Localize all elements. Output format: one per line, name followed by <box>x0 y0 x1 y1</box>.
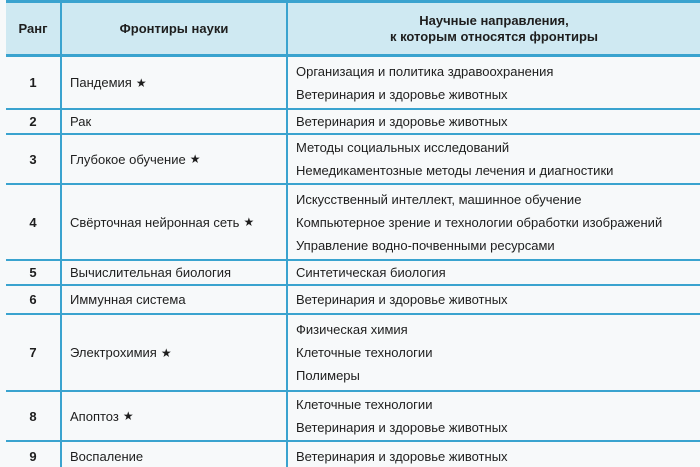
directions-cell <box>288 135 700 183</box>
directions-cell <box>288 286 700 313</box>
header-directions <box>288 3 700 54</box>
directions-cell <box>288 392 700 440</box>
table-row <box>6 315 700 392</box>
rank-cell: 8 <box>29 408 37 424</box>
table-row <box>6 442 700 467</box>
direction-item: Немедикаментозные методы лечения и диагностики <box>296 163 614 178</box>
direction-item: Синтетическая биология <box>296 265 446 280</box>
frontier-name: Рак <box>70 114 92 129</box>
header-directions-line1: Научные направления, <box>419 12 569 28</box>
header-frontier: Фронтиры науки <box>119 20 229 36</box>
direction-item: Компьютерное зрение и технологии обработки изображений <box>296 214 663 230</box>
direction-item: Клеточные технологии <box>296 397 433 412</box>
star-icon: ★ <box>243 215 255 229</box>
direction-item: Клеточные технологии <box>296 345 433 360</box>
rank-cell: 7 <box>29 345 37 360</box>
directions-cell <box>288 315 700 390</box>
table-row <box>6 135 700 185</box>
table-row <box>6 261 700 286</box>
frontier-cell <box>62 261 286 284</box>
directions-cell <box>288 442 700 467</box>
table-row <box>6 392 700 442</box>
frontier-cell <box>62 110 286 133</box>
direction-item: Ветеринария и здоровье животных <box>296 448 508 464</box>
star-icon: ★ <box>122 409 134 423</box>
column-divider-1 <box>60 0 62 467</box>
rank-cell: 1 <box>29 75 37 90</box>
directions-cell <box>288 185 700 259</box>
frontier-name: Электрохимия <box>70 345 157 360</box>
star-icon: ★ <box>160 345 172 360</box>
column-divider-2 <box>286 0 288 467</box>
table-row <box>6 57 700 110</box>
direction-item: Методы социальных исследований <box>296 140 510 155</box>
direction-item: Ветеринария и здоровье животных <box>296 420 508 435</box>
header-rank: Ранг <box>18 20 48 36</box>
table-row <box>6 286 700 315</box>
rank-cell: 4 <box>29 214 37 230</box>
table-header <box>6 0 700 57</box>
direction-item: Полимеры <box>296 368 360 383</box>
header-directions-line2: к которым относятся фронтиры <box>389 28 599 44</box>
frontier-name: Пандемия <box>70 75 132 90</box>
frontier-cell <box>62 135 286 183</box>
rank-cell: 6 <box>29 292 37 307</box>
directions-cell <box>288 110 700 133</box>
frontier-cell <box>62 57 286 108</box>
direction-item: Физическая химия <box>296 322 408 337</box>
frontier-cell <box>62 286 286 313</box>
direction-item: Организация и политика здравоохранения <box>296 63 554 79</box>
table-row <box>6 110 700 135</box>
rank-cell: 2 <box>29 114 37 129</box>
directions-cell <box>288 57 700 108</box>
frontier-cell <box>62 392 286 440</box>
star-icon: ★ <box>135 75 147 90</box>
frontier-name: Апоптоз <box>70 408 119 424</box>
frontier-cell <box>62 315 286 390</box>
frontier-cell <box>62 185 286 259</box>
table-row <box>6 185 700 261</box>
frontier-cell <box>62 442 286 467</box>
frontier-name: Иммунная система <box>70 292 186 307</box>
frontier-name: Воспаление <box>70 448 144 464</box>
star-icon: ★ <box>189 152 201 166</box>
rank-cell: 3 <box>29 151 37 167</box>
direction-item: Ветеринария и здоровье животных <box>296 86 508 102</box>
rank-cell: 5 <box>29 265 37 280</box>
direction-item: Ветеринария и здоровье животных <box>296 114 508 129</box>
direction-item: Управление водно-почвенными ресурсами <box>296 237 555 253</box>
direction-item: Искусственный интеллект, машинное обучение <box>296 191 582 207</box>
frontier-name: Глубокое обучение <box>70 151 186 167</box>
rank-cell: 9 <box>29 448 37 464</box>
direction-item: Ветеринария и здоровье животных <box>296 292 508 307</box>
frontier-name: Вычислительная биология <box>70 265 232 280</box>
directions-cell <box>288 261 700 284</box>
frontier-name: Свёрточная нейронная сеть <box>70 214 240 230</box>
